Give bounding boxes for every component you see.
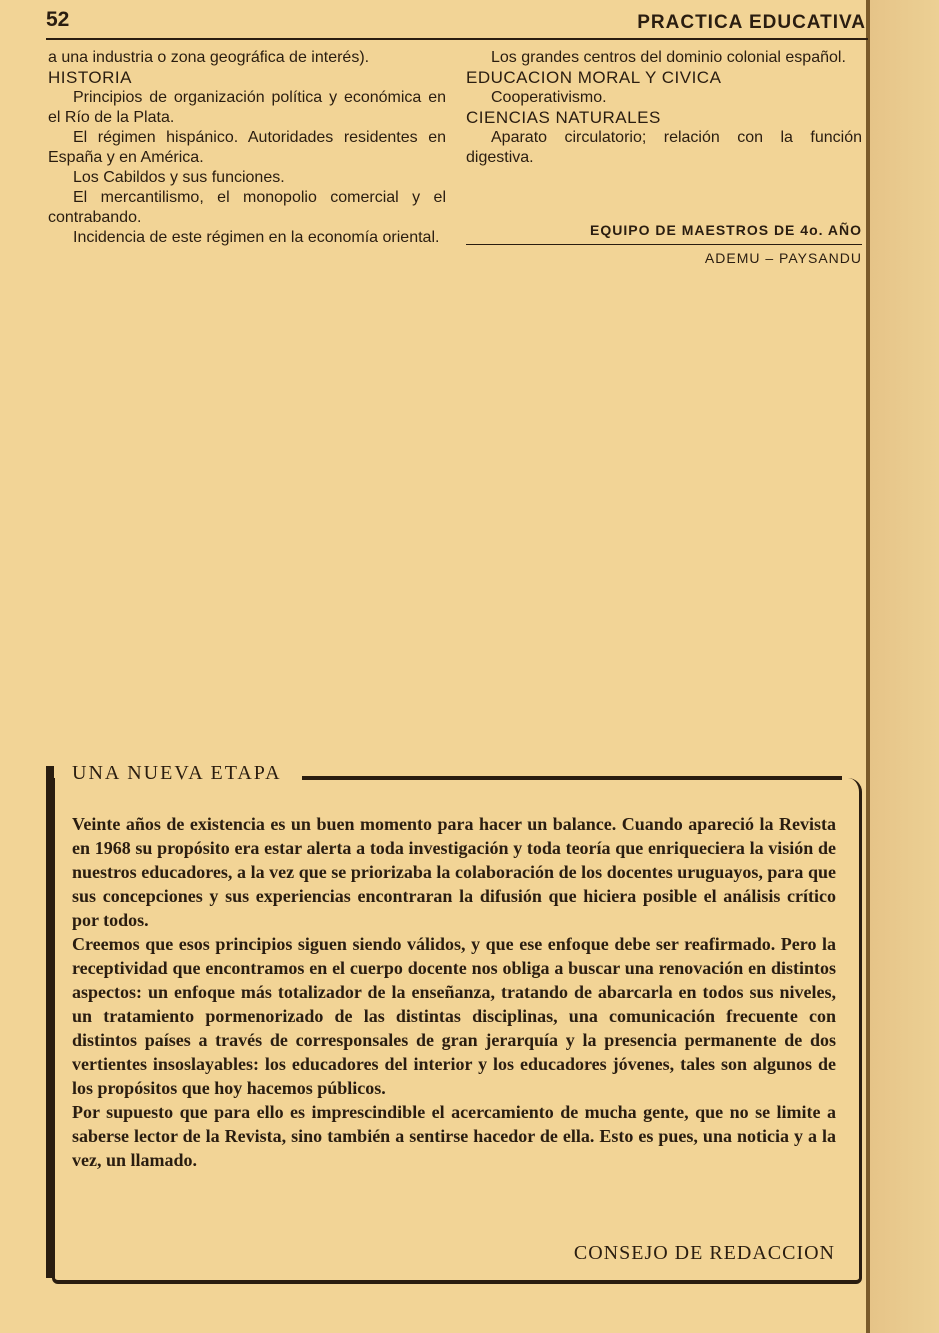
list-item: Los Cabildos y sus funciones. [73, 169, 285, 186]
page-edge [866, 0, 939, 1333]
box-paragraph: Creemos que esos principios siguen siendo válidos, y que ese enfoque debe ser reafirmado. Pero la receptividad que encontramos en el cuerpo docente nos obliga a buscar una renovación en distintos aspectos: un enfoque más totalizador de la enseñanza, tratando de abarcarla en todos sus niveles, un tratamiento pormenorizado de las distintas disciplinas, una comunicación frecuente con distintos países a través de corresponsales de gran jerarquía y la presencia permanente de dos vertientes insoslayables: los educadores del interior y los educadores jóvenes, tales son algunos de los propósitos que hoy hacemos públicos. [72, 934, 836, 1098]
list-item: Cooperativismo. [491, 89, 607, 106]
section-heading-historia: HISTORIA [48, 68, 132, 87]
list-item: Los grandes centros del dominio colonial español. [491, 49, 846, 66]
running-title: PRACTICA EDUCATIVA [637, 12, 866, 33]
right-column [466, 48, 862, 168]
box-paragraph: Por supuesto que para ello es imprescindible el acercamiento de mucha gente, que no se limite a saberse lector de la Revista, sino también a sentirse hacedor de ella. Esto es pues, una noticia y a la vez, un llamado. [72, 1102, 836, 1170]
header-rule [46, 38, 868, 40]
box-title-rule [302, 776, 842, 780]
left-column [48, 48, 446, 248]
box-body [72, 812, 836, 1172]
section-heading-moral-civica: EDUCACION MORAL Y CIVICA [466, 68, 722, 87]
page-number: 52 [46, 8, 70, 31]
box-signature: CONSEJO DE REDACCION [573, 1242, 835, 1264]
signature-place: ADEMU – PAYSANDU [704, 250, 862, 266]
list-item: Aparato circulatorio; relación con la función digestiva. [466, 129, 862, 166]
section-heading-ciencias: CIENCIAS NATURALES [466, 108, 661, 127]
signature-team: EQUIPO DE MAESTROS DE 4o. AÑO [590, 222, 862, 238]
text-line: a una industria o zona geográfica de interés). [48, 49, 370, 66]
list-item: Incidencia de este régimen en la economía oriental. [73, 229, 440, 246]
box-title: UNA NUEVA ETAPA [72, 762, 282, 784]
list-item: El régimen hispánico. Autoridades residentes en España y en América. [48, 129, 446, 166]
box-paragraph: Veinte años de existencia es un buen momento para hacer un balance. Cuando apareció la Revista en 1968 su propósito era estar alerta a toda investigación y toda teoría que enriqueciera la visión de nuestros educadores, a la vez que se priorizaba la colaboración de los docentes uruguayos, para que sus concepciones y sus experiencias encontraran la difusión que hiciera posible el análisis crítico por todos. [72, 814, 836, 930]
page-header [46, 8, 866, 40]
signature-rule [466, 244, 862, 245]
list-item: El mercantilismo, el monopolio comercial y el contrabando. [48, 189, 446, 226]
list-item: Principios de organización política y económica en el Río de la Plata. [48, 89, 446, 126]
